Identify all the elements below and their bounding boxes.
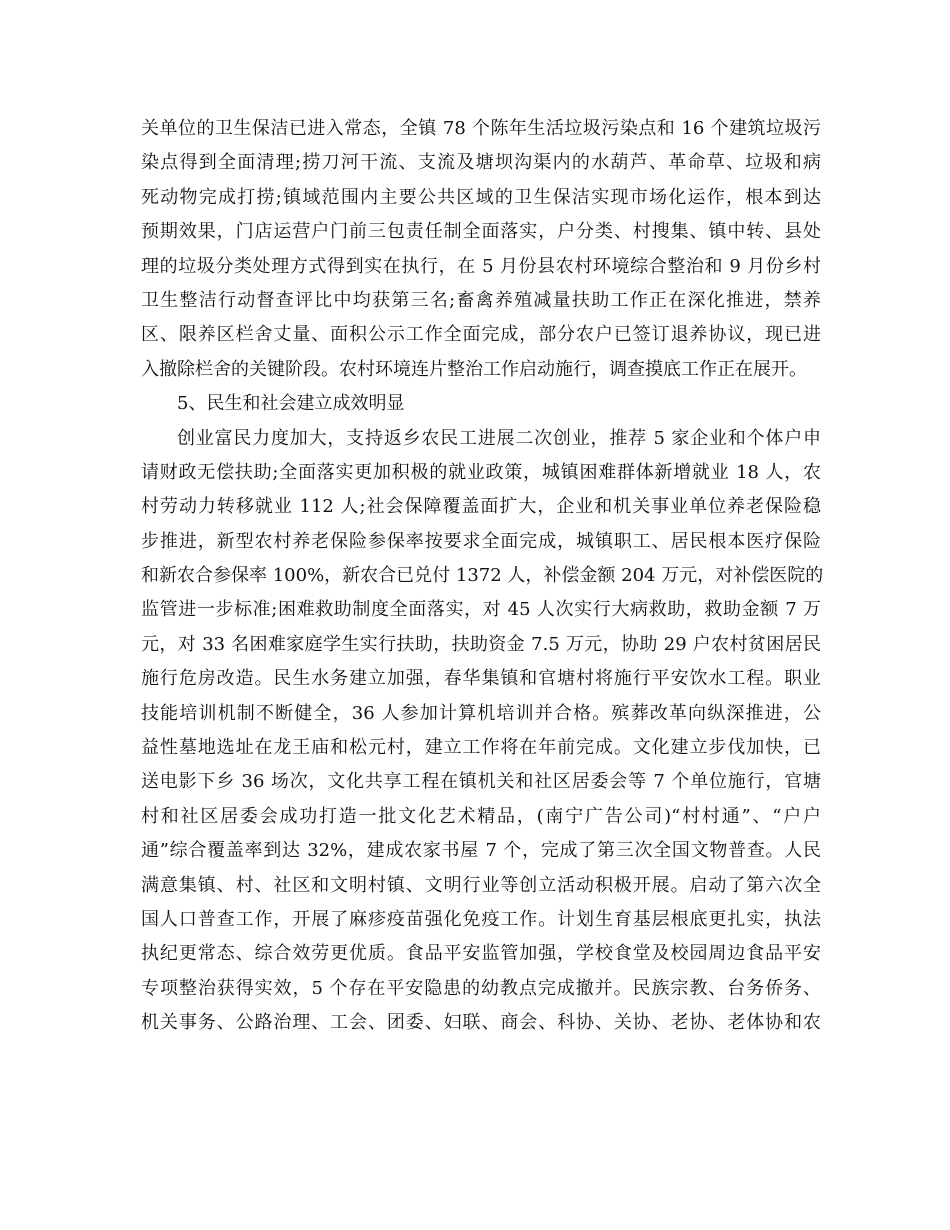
- body-line: 通”综合覆盖率到达 32%，建成农家书屋 7 个，完成了第三次全国文物普查。人民: [141, 840, 821, 862]
- section-heading: 5、民生和社会建立成效明显: [177, 393, 405, 415]
- body-line: 村和社区居委会成功打造一批文化艺术精品，(南宁广告公司)“村村通”、“户户: [141, 805, 821, 827]
- body-line: 专项整治获得实效，5 个存在平安隐患的幼教点完成撤并。民族宗教、台务侨务、: [141, 977, 821, 999]
- body-line: 请财政无偿扶助;全面落实更加积极的就业政策，城镇困难群体新增就业 18 人，农: [141, 461, 821, 483]
- body-line: 村劳动力转移就业 112 人;社会保障覆盖面扩大，企业和机关事业单位养老保险稳: [141, 496, 821, 518]
- body-line: 技能培训机制不断健全，36 人参加计算机培训并合格。殡葬改革向纵深推进，公: [141, 702, 821, 724]
- body-line: 施行危房改造。民生水务建立加强，春华集镇和官塘村将施行平安饮水工程。职业: [141, 668, 821, 690]
- body-line: 监管进一步标准;困难救助制度全面落实，对 45 人次实行大病救助，救助金额 7 万: [141, 599, 821, 621]
- body-line: 创业富民力度加大，支持返乡农民工进展二次创业，推荐 5 家企业和个体户申: [177, 427, 821, 449]
- body-line: 满意集镇、村、社区和文明村镇、文明行业等创立活动积极开展。启动了第六次全: [141, 874, 821, 896]
- body-line: 元，对 33 名困难家庭学生实行扶助，扶助资金 7.5 万元，协助 29 户农村贫困居民: [141, 633, 821, 655]
- body-line: 入撤除栏舍的关键阶段。农村环境连片整治工作启动施行，调查摸底工作正在展开。: [141, 358, 807, 380]
- body-line: 卫生整洁行动督查评比中均获第三名;畜禽养殖减量扶助工作正在深化推进，禁养: [141, 289, 821, 311]
- body-line: 死动物完成打捞;镇域范围内主要公共区域的卫生保洁实现市场化运作，根本到达: [141, 186, 821, 208]
- body-line: 送电影下乡 36 场次，文化共享工程在镇机关和社区居委会等 7 个单位施行，官塘: [141, 771, 821, 793]
- body-line: 理的垃圾分类处理方式得到实在执行，在 5 月份县农村环境综合整治和 9 月份乡村: [141, 255, 821, 277]
- document-body: [141, 112, 824, 1041]
- body-line: 益性墓地选址在龙王庙和松元村，建立工作将在年前完成。文化建立步伐加快，已: [141, 737, 821, 759]
- body-line: 国人口普查工作，开展了麻疹疫苗强化免疫工作。计划生育基层根底更扎实，执法: [141, 908, 821, 930]
- body-line: 和新农合参保率 100%，新农合已兑付 1372 人，补偿金额 204 万元，对补偿医院的: [141, 565, 824, 587]
- body-line: 机关事务、公路治理、工会、团委、妇联、商会、科协、关协、老协、老体协和农: [141, 1012, 821, 1034]
- body-line: 执纪更常态、综合效劳更优质。食品平安监管加强，学校食堂及校园周边食品平安: [141, 943, 821, 965]
- body-line: 染点得到全面清理;捞刀河干流、支流及塘坝沟渠内的水葫芦、革命草、垃圾和病: [141, 152, 821, 174]
- body-line: 区、限养区栏舍丈量、面积公示工作全面完成，部分农户已签订退养协议，现已进: [141, 324, 821, 346]
- body-line: 步推进，新型农村养老保险参保率按要求全面完成，城镇职工、居民根本医疗保险: [141, 530, 821, 552]
- body-line: 关单位的卫生保洁已进入常态，全镇 78 个陈年生活垃圾污染点和 16 个建筑垃圾污: [141, 118, 821, 139]
- body-line: 预期效果，门店运营户门前三包责任制全面落实，户分类、村搜集、镇中转、县处: [141, 221, 821, 243]
